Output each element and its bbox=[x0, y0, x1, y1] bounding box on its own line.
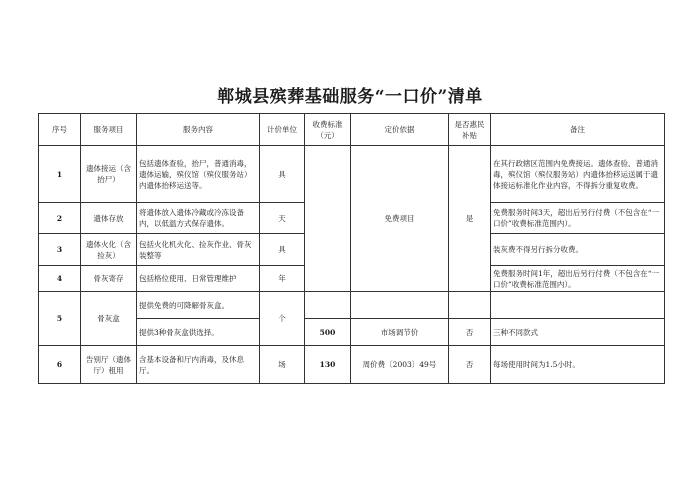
row-basis: 周价费〔2003〕49号 bbox=[351, 346, 449, 384]
table-header-row bbox=[39, 114, 665, 146]
row-seq: 6 bbox=[39, 346, 81, 384]
row-item: 遗体存放 bbox=[81, 203, 137, 234]
table-row bbox=[39, 346, 665, 384]
row-unit: 天 bbox=[260, 203, 305, 234]
row-basis: 市场调节价 bbox=[351, 319, 449, 346]
row-subsidy-free bbox=[449, 292, 491, 319]
row-item: 骨灰寄存 bbox=[81, 266, 137, 292]
row-note: 装灰费不得另行拆分收费。 bbox=[491, 234, 665, 266]
row-note: 免费服务时间1年，超出后另行付费（不包含在“一口价”收费标准范围内）。 bbox=[491, 266, 665, 292]
row-basis-free bbox=[351, 292, 449, 319]
table-row bbox=[39, 292, 665, 319]
row-fee: 130 bbox=[305, 346, 351, 384]
header-seq: 序号 bbox=[39, 114, 81, 146]
table-row bbox=[39, 146, 665, 203]
header-note: 备注 bbox=[491, 114, 665, 146]
row-content-free-option: 提供免费的可降解骨灰盒。 bbox=[137, 292, 260, 319]
row-content: 包括火化机火化、捡灰作业、骨灰装整等 bbox=[137, 234, 260, 266]
row-content: 含基本设备和厅内消毒，及休息厅。 bbox=[137, 346, 260, 384]
row-note: 在其行政辖区范围内免费接运。遗体查验、普通消毒，殡仪馆（殡仪服务站）内遗体抬移运送属于遗体接运标准化作业内容，不得拆分重复收费。 bbox=[491, 146, 665, 203]
free-subsidy: 是 bbox=[449, 146, 491, 292]
row-note: 三种不同款式 bbox=[491, 319, 665, 346]
row-unit: 个 bbox=[260, 292, 305, 346]
row-seq: 2 bbox=[39, 203, 81, 234]
header-basis: 定价依据 bbox=[351, 114, 449, 146]
row-subsidy: 否 bbox=[449, 319, 491, 346]
row-item: 骨灰盒 bbox=[81, 292, 137, 346]
row-note: 每场使用时间为1.5小时。 bbox=[491, 346, 665, 384]
row-unit: 具 bbox=[260, 234, 305, 266]
row-unit: 场 bbox=[260, 346, 305, 384]
service-price-table bbox=[38, 113, 665, 384]
row-seq: 1 bbox=[39, 146, 81, 203]
row-note: 免费服务时间3天，超出后另行付费（不包含在“一口价”收费标准范围内）。 bbox=[491, 203, 665, 234]
row-content: 包括遗体查验，抬尸，普通消毒，遗体运输，殡仪馆（殡仪服务站）内遗体抬移运送等。 bbox=[137, 146, 260, 203]
header-fee: 收费标准（元） bbox=[305, 114, 351, 146]
row-seq: 4 bbox=[39, 266, 81, 292]
header-unit: 计价单位 bbox=[260, 114, 305, 146]
row-item: 遗体接运（含抬尸） bbox=[81, 146, 137, 203]
row-item: 遗体火化（含捡灰） bbox=[81, 234, 137, 266]
row-fee-free bbox=[305, 146, 351, 292]
page-title: 郸城县殡葬基础服务“一口价”清单 bbox=[217, 87, 483, 107]
free-basis: 免费项目 bbox=[351, 146, 449, 292]
row-note-empty bbox=[491, 292, 665, 319]
row-subsidy: 否 bbox=[449, 346, 491, 384]
row-fee-free bbox=[305, 292, 351, 319]
row-seq: 5 bbox=[39, 292, 81, 346]
row-content: 将遗体放入遗体冷藏或冷冻设备内，以低温方式保存遗体。 bbox=[137, 203, 260, 234]
row-item: 告别厅（遗体厅）租用 bbox=[81, 346, 137, 384]
header-subsidy: 是否惠民补贴 bbox=[449, 114, 491, 146]
row-content: 包括格位使用、日常管理维护 bbox=[137, 266, 260, 292]
header-content: 服务内容 bbox=[137, 114, 260, 146]
row-fee: 500 bbox=[305, 319, 351, 346]
row-unit: 年 bbox=[260, 266, 305, 292]
row-unit: 具 bbox=[260, 146, 305, 203]
row-seq: 3 bbox=[39, 234, 81, 266]
header-item: 服务项目 bbox=[81, 114, 137, 146]
row-content-paid-option: 提供3种骨灰盒供选择。 bbox=[137, 319, 260, 346]
